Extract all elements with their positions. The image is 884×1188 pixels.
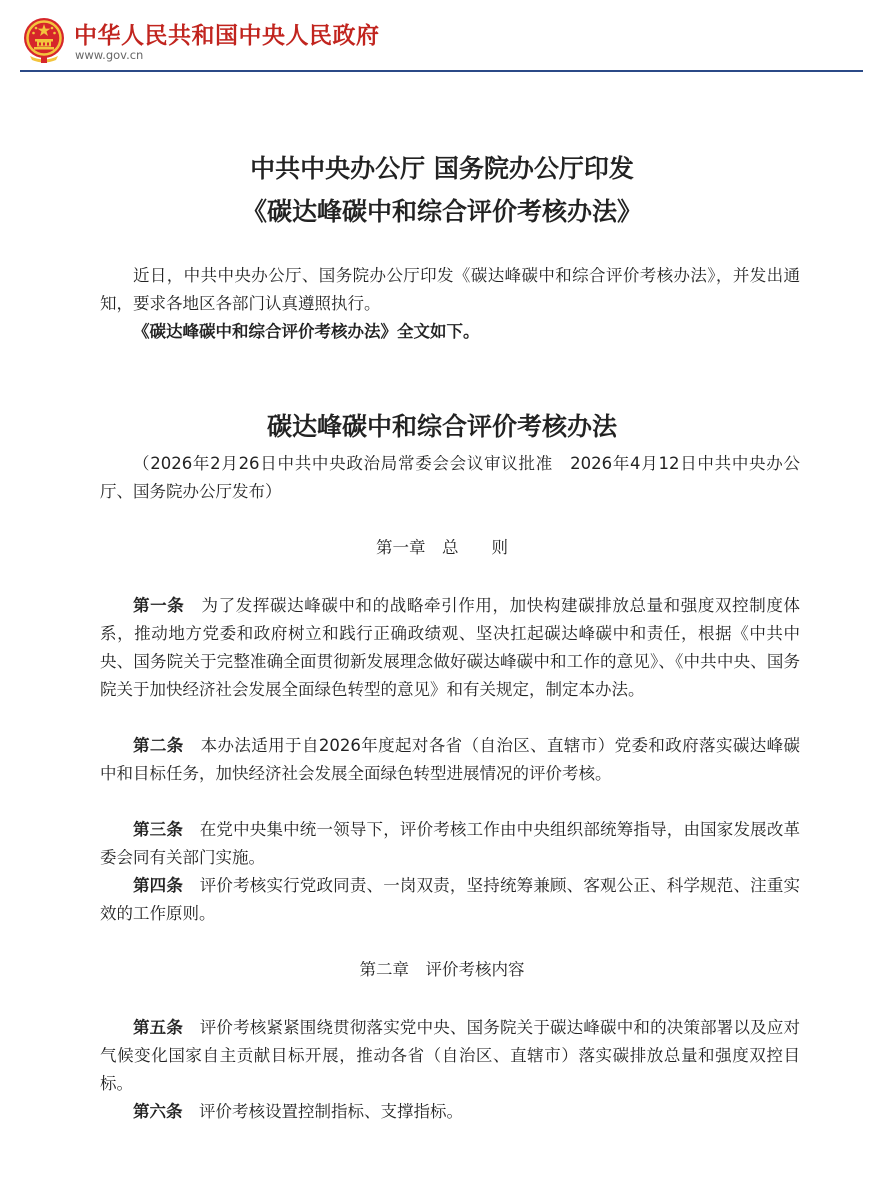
article-label: 第四条 <box>133 876 184 895</box>
article-2 <box>100 732 800 788</box>
site-name[interactable]: 中华人民共和国中央人民政府 <box>74 23 380 49</box>
national-emblem-icon[interactable] <box>22 16 66 64</box>
header-divider <box>20 70 863 72</box>
approval-note: （2026年2月26日中共中央政治局常委会会议审议批准 2026年4月12日中共中央办公厅、国务院办公厅发布） <box>100 454 800 501</box>
article-text: 评价考核设置控制指标、支撑指标。 <box>199 1102 463 1121</box>
article-label: 第一条 <box>133 596 185 615</box>
document-title: 碳达峰碳中和综合评价考核办法 <box>266 412 617 441</box>
article-text: 本办法适用于自2026年度起对各省（自治区、直辖市）党委和政府落实碳达峰碳中和目标任务，加快经济社会发展全面绿色转型进展情况的评价考核。 <box>100 736 801 783</box>
article-6 <box>100 1098 800 1126</box>
article-text: 为了发挥碳达峰碳中和的战略牵引作用，加快构建碳排放总量和强度双控制度体系，推动地方党委和政府树立和践行正确政绩观、坚决扛起碳达峰碳中和责任，根据《中共中央、国务院关于完整准确全面贯彻新发展理念做好碳达峰碳中和工作的意见》、《中共中央、国务院关于加快经济社会发展全面绿色转型的意见》和有关规定，制定本办法。 <box>100 596 801 699</box>
intro-full-text-note: 《碳达峰碳中和综合评价考核办法》全文如下。 <box>133 322 480 341</box>
article-3 <box>100 816 800 872</box>
article-5 <box>100 1014 800 1098</box>
article-text: 在党中央集中统一领导下，评价考核工作由中央组织部统筹指导，由国家发展改革委会同有关部门实施。 <box>100 820 801 867</box>
site-header <box>0 0 884 72</box>
chapter-heading-2: 第二章 评价考核内容 <box>359 960 525 979</box>
article-4 <box>100 872 800 928</box>
article-text: 评价考核实行党政同责、一岗双责，坚持统筹兼顾、客观公正、科学规范、注重实效的工作原则。 <box>100 876 801 923</box>
article-label: 第六条 <box>133 1102 183 1121</box>
article-label: 第二条 <box>133 736 184 755</box>
article-label: 第三条 <box>133 820 184 839</box>
article-1 <box>100 592 800 704</box>
headline-line-2: 《碳达峰碳中和综合评价考核办法》 <box>241 197 642 226</box>
chapter-heading-1: 第一章 总 则 <box>376 538 508 557</box>
site-domain[interactable]: www.gov.cn <box>75 48 144 62</box>
article-label: 第五条 <box>133 1018 184 1037</box>
article-text: 评价考核紧紧围绕贯彻落实党中央、国务院关于碳达峰碳中和的决策部署以及应对气候变化国家自主贡献目标开展，推动各省（自治区、直辖市）落实碳排放总量和强度双控目标。 <box>100 1018 801 1093</box>
intro-paragraph: 近日，中共中央办公厅、国务院办公厅印发《碳达峰碳中和综合评价考核办法》，并发出通知，要求各地区各部门认真遵照执行。 <box>100 266 800 313</box>
headline-line-1: 中共中央办公厅 国务院办公厅印发 <box>250 154 634 183</box>
